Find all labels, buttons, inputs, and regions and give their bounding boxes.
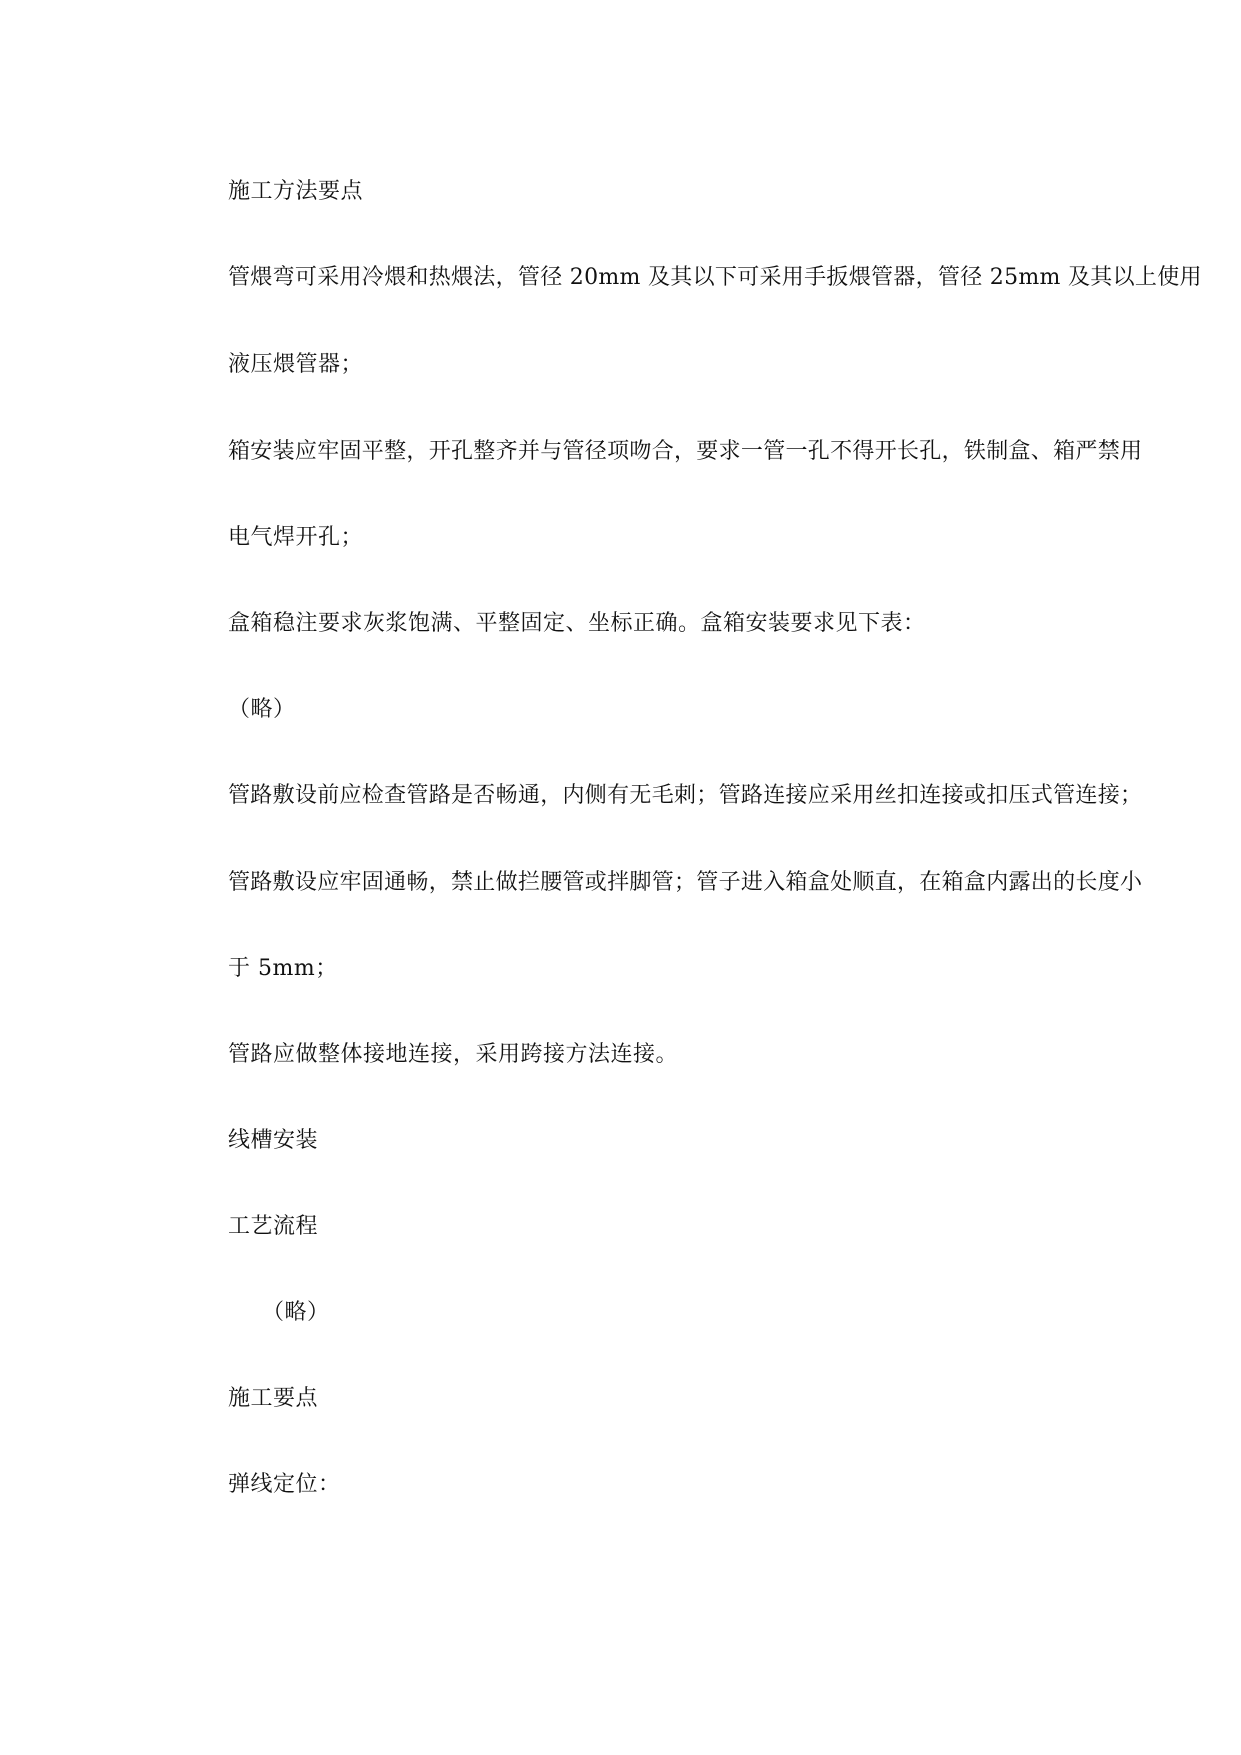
section-heading-trunking-installation: 线槽安装: [228, 1128, 319, 1153]
paragraph-box-installation-line-1: 箱安装应牢固平整，开孔整齐并与管径项吻合，要求一管一孔不得开长孔，铁制盒、箱严禁用: [228, 439, 1143, 464]
paragraph-pipe-bending-line-1: 管煨弯可采用冷煨和热煨法，管径 20mm 及其以下可采用手扳煨管器，管径 25mm 及其以上使用: [228, 265, 1202, 290]
paragraph-pipe-bending-line-2: 液压煨管器；: [228, 352, 364, 377]
section-heading-construction-method: 施工方法要点: [228, 179, 364, 204]
paragraph-pipe-laying-line-2: 于 5mm；: [228, 956, 338, 981]
omitted-process-flow-note: （略）: [262, 1300, 330, 1325]
paragraph-pipe-laying-line-1: 管路敷设应牢固通畅，禁止做拦腰管或拌脚管；管子进入箱盒处顺直，在箱盒内露出的长度小: [228, 870, 1143, 895]
subheading-construction-points: 施工要点: [228, 1386, 319, 1411]
item-line-positioning: 弹线定位：: [228, 1472, 341, 1497]
omitted-table-note: （略）: [228, 697, 296, 722]
paragraph-box-mortar: 盒箱稳注要求灰浆饱满、平整固定、坐标正确。盒箱安装要求见下表：: [228, 611, 926, 636]
paragraph-pipe-laying-check: 管路敷设前应检查管路是否畅通，内侧有无毛刺；管路连接应采用丝扣连接或扣压式管连接；: [228, 783, 1143, 808]
paragraph-box-installation-line-2: 电气焊开孔；: [228, 525, 364, 550]
subheading-process-flow: 工艺流程: [228, 1214, 319, 1239]
paragraph-grounding: 管路应做整体接地连接，采用跨接方法连接。: [228, 1042, 679, 1067]
